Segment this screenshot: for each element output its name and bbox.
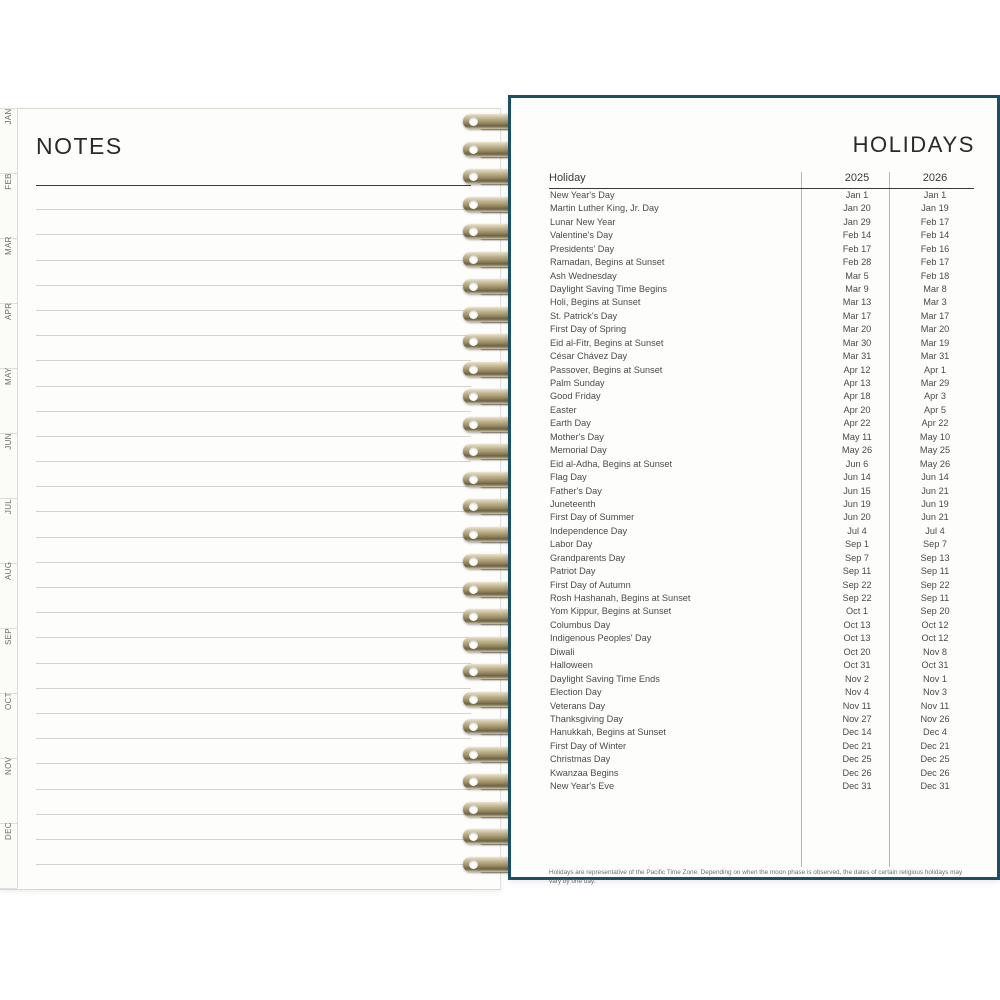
holiday-date-2025: Mar 5 [845, 270, 869, 281]
table-row [549, 458, 974, 471]
holiday-name: New Year's Day [550, 189, 615, 200]
table-row [549, 753, 974, 766]
holiday-name: Palm Sunday [550, 378, 605, 389]
holiday-date-2025: Jun 20 [843, 512, 871, 523]
table-row [549, 740, 974, 753]
coil-hole-left [469, 557, 478, 566]
table-row [549, 444, 974, 457]
holiday-date-2026: Mar 31 [920, 351, 950, 362]
holiday-name: Lunar New Year [550, 216, 616, 227]
notes-line[interactable] [36, 412, 471, 437]
notes-line[interactable] [36, 840, 471, 865]
holiday-date-2025: Feb 28 [842, 257, 872, 268]
holiday-name: First Day of Summer [550, 512, 635, 523]
coil-hole-left [469, 392, 478, 401]
holiday-date-2025: Apr 12 [843, 364, 871, 375]
holiday-name: Ramadan, Begins at Sunset [550, 257, 665, 268]
holiday-date-2026: Dec 4 [922, 727, 947, 738]
table-row [549, 337, 974, 350]
holiday-date-2026: Mar 20 [920, 324, 950, 335]
month-tab-jun[interactable] [0, 433, 17, 499]
holidays-table-body [549, 189, 974, 794]
notes-line[interactable] [36, 387, 471, 412]
holiday-name: César Chávez Day [550, 351, 628, 362]
holiday-date-2025: Jul 4 [847, 525, 867, 536]
notes-line[interactable] [36, 512, 471, 537]
table-row [549, 283, 974, 296]
notes-line[interactable] [36, 638, 471, 663]
holiday-name: Rosh Hashanah, Begins at Sunset [550, 593, 691, 604]
holiday-date-2026: Feb 17 [920, 257, 950, 268]
holidays-table [549, 172, 974, 794]
holiday-name: Valentine's Day [550, 230, 613, 241]
holiday-name: Presidents' Day [550, 243, 615, 254]
table-row [549, 619, 974, 632]
holiday-date-2026: Feb 16 [920, 243, 950, 254]
holiday-date-2025: Mar 13 [842, 297, 872, 308]
holiday-date-2026: Oct 12 [921, 619, 949, 630]
holiday-date-2026: Sep 13 [920, 552, 950, 563]
holiday-date-2025: Mar 20 [842, 324, 872, 335]
notes-line[interactable] [36, 311, 471, 336]
holiday-name: Memorial Day [550, 445, 607, 456]
month-tab-apr[interactable] [0, 303, 17, 369]
notes-line[interactable] [36, 563, 471, 588]
table-row [549, 659, 974, 672]
coil-hole-left [469, 502, 478, 511]
col-header-holiday: Holiday [549, 172, 818, 189]
coil-hole-left [469, 585, 478, 594]
coil-hole-left [469, 420, 478, 429]
month-tab-label: NOV [4, 756, 13, 775]
holiday-name: Eid al-Fitr, Begins at Sunset [550, 337, 664, 348]
holiday-date-2026: Nov 11 [920, 700, 950, 711]
coil-hole-left [469, 255, 478, 264]
holiday-date-2026: Mar 3 [923, 297, 947, 308]
holiday-date-2025: Dec 21 [842, 740, 872, 751]
holiday-date-2026: Sep 11 [920, 566, 950, 577]
holiday-date-2025: Sep 7 [844, 552, 869, 563]
holiday-date-2026: Sep 20 [920, 606, 950, 617]
coil-hole-left [469, 337, 478, 346]
table-row [549, 713, 974, 726]
holiday-date-2025: Mar 17 [842, 310, 872, 321]
month-tab-aug[interactable] [0, 563, 17, 629]
holiday-date-2025: Oct 13 [843, 633, 871, 644]
holiday-name: Independence Day [550, 525, 628, 536]
holiday-date-2025: Sep 1 [844, 539, 869, 550]
notes-line[interactable] [36, 437, 471, 462]
table-row [549, 525, 974, 538]
holiday-date-2026: Feb 18 [920, 270, 950, 281]
holiday-name: Diwali [550, 646, 575, 657]
holiday-date-2025: Mar 31 [842, 351, 872, 362]
holiday-date-2026: Apr 5 [924, 404, 946, 415]
table-row [549, 727, 974, 740]
month-tab-dec[interactable] [0, 823, 17, 889]
holiday-name: Grandparents Day [550, 552, 626, 563]
holiday-date-2026: May 25 [919, 445, 951, 456]
table-row [549, 431, 974, 444]
holiday-name: Columbus Day [550, 619, 611, 630]
notes-line[interactable] [36, 185, 471, 210]
month-tab-label: JUN [4, 432, 13, 450]
coil-hole-left [469, 530, 478, 539]
table-row [549, 552, 974, 565]
holiday-name: Flag Day [550, 472, 587, 483]
notes-page-title: NOTES [36, 133, 123, 159]
holiday-date-2026: Jan 19 [921, 203, 949, 214]
holiday-date-2025: Feb 17 [842, 243, 872, 254]
holiday-name: Daylight Saving Time Ends [550, 673, 660, 684]
holiday-date-2025: May 11 [842, 431, 872, 442]
holiday-date-2025: Mar 9 [845, 283, 869, 294]
holiday-date-2025: Jan 29 [843, 216, 871, 227]
holidays-table-head [549, 172, 974, 189]
holiday-date-2026: Sep 22 [920, 579, 950, 590]
holidays-footnote: Holidays are representative of the Pacific Time Zone. Depending on when the moon phase is observed, the dates of certain religious holidays may vary by one day. [549, 869, 963, 886]
holiday-date-2026: Jun 19 [921, 498, 949, 509]
table-row [549, 417, 974, 430]
notes-line[interactable] [36, 664, 471, 689]
table-row [549, 767, 974, 780]
holiday-date-2026: Mar 19 [920, 337, 950, 348]
coil-hole-left [469, 860, 478, 869]
holiday-date-2025: Jun 15 [843, 485, 871, 496]
holiday-date-2025: Oct 1 [846, 606, 868, 617]
table-row [549, 364, 974, 377]
holidays-header-row [549, 172, 974, 189]
holiday-date-2026: Dec 26 [920, 767, 950, 778]
holiday-date-2026: May 10 [919, 431, 951, 442]
holiday-name: Patriot Day [550, 566, 596, 577]
month-tab-mar[interactable] [0, 235, 17, 304]
holiday-name: Father's Day [550, 485, 602, 496]
holiday-name: Daylight Saving Time Begins [550, 283, 667, 294]
holiday-date-2025: Apr 18 [843, 391, 871, 402]
table-row [549, 270, 974, 283]
table-row [549, 189, 974, 203]
holiday-date-2026: May 26 [919, 458, 951, 469]
holiday-date-2025: May 26 [841, 445, 873, 456]
table-row [549, 471, 974, 484]
coil-hole-left [469, 172, 478, 181]
holiday-date-2026: Feb 14 [920, 230, 950, 241]
coil-hole-left [469, 722, 478, 731]
holiday-date-2026: Mar 29 [920, 378, 950, 389]
holiday-date-2026: Oct 12 [921, 633, 949, 644]
coil-hole-left [469, 805, 478, 814]
month-tab-label: MAR [4, 235, 13, 255]
notes-line[interactable] [36, 739, 471, 764]
holiday-date-2025: Dec 26 [842, 767, 872, 778]
table-row [549, 243, 974, 256]
notes-line[interactable] [36, 764, 471, 789]
holiday-name: Mother's Day [550, 431, 604, 442]
notes-line[interactable] [36, 538, 471, 563]
holiday-date-2026: Nov 1 [922, 673, 947, 684]
month-tab-label: FEB [4, 172, 13, 190]
holiday-date-2025: Jun 19 [843, 498, 871, 509]
holiday-date-2025: Nov 27 [842, 713, 872, 724]
month-tab-label: JUL [4, 498, 13, 514]
notes-line[interactable] [36, 865, 471, 890]
holiday-date-2026: Apr 1 [924, 364, 946, 375]
notes-line[interactable] [36, 361, 471, 386]
month-tab-sep[interactable] [0, 628, 17, 694]
notes-writing-lines[interactable] [36, 185, 471, 890]
table-row [549, 404, 974, 417]
holiday-name: Easter [550, 404, 577, 415]
holiday-name: Passover, Begins at Sunset [550, 364, 663, 375]
col-header-2026: 2026 [896, 172, 974, 189]
holiday-name: Earth Day [550, 418, 591, 429]
table-row [549, 606, 974, 619]
coil-hole-left [469, 282, 478, 291]
notes-line[interactable] [36, 235, 471, 260]
table-row [549, 216, 974, 229]
table-row [549, 229, 974, 242]
holiday-date-2025: Jan 20 [843, 203, 871, 214]
table-row [549, 256, 974, 269]
table-row [549, 485, 974, 498]
holiday-name: Hanukkah, Begins at Sunset [550, 727, 666, 738]
table-row [549, 646, 974, 659]
holiday-date-2026: Dec 21 [920, 740, 950, 751]
holiday-name: Eid al-Adha, Begins at Sunset [550, 458, 673, 469]
holiday-date-2025: Apr 20 [843, 404, 871, 415]
holiday-name: New Year's Eve [550, 781, 615, 792]
holiday-name: Good Friday [550, 391, 601, 402]
table-row [549, 538, 974, 551]
holiday-name: Ash Wednesday [550, 270, 617, 281]
holiday-date-2025: Nov 11 [842, 700, 872, 711]
holiday-name: Kwanzaa Begins [550, 767, 619, 778]
notes-line[interactable] [36, 613, 471, 638]
table-row [549, 579, 974, 592]
holiday-date-2026: Jan 1 [923, 189, 947, 200]
holiday-date-2026: Mar 8 [923, 283, 947, 294]
notes-line[interactable] [36, 815, 471, 840]
month-tab-label: APR [4, 302, 13, 320]
holiday-date-2025: Dec 14 [842, 727, 872, 738]
holiday-date-2025: Nov 2 [844, 673, 869, 684]
notes-line[interactable] [36, 336, 471, 361]
holiday-date-2026: Sep 11 [920, 593, 950, 604]
holiday-name: Veterans Day [550, 700, 606, 711]
coil-hole-left [469, 475, 478, 484]
table-row [549, 700, 974, 713]
holiday-date-2026: Nov 3 [922, 687, 947, 698]
table-row [549, 498, 974, 511]
table-row [549, 391, 974, 404]
table-row [549, 323, 974, 336]
holiday-name: St. Patrick's Day [550, 310, 618, 321]
holiday-name: First Day of Autumn [550, 579, 631, 590]
holiday-date-2026: Jun 21 [921, 485, 949, 496]
holiday-name: First Day of Spring [550, 324, 627, 335]
table-row [549, 673, 974, 686]
table-row [549, 632, 974, 645]
holiday-name: Holi, Begins at Sunset [550, 297, 641, 308]
holiday-name: Juneteenth [550, 498, 596, 509]
holiday-name: Labor Day [550, 539, 593, 550]
month-tab-feb[interactable] [0, 173, 17, 239]
holiday-date-2025: Oct 31 [843, 660, 871, 671]
holiday-name: Thanksgiving Day [550, 713, 624, 724]
table-row [549, 202, 974, 215]
col-header-2025: 2025 [818, 172, 896, 189]
table-row [549, 350, 974, 363]
notes-line[interactable] [36, 714, 471, 739]
holiday-date-2026: Dec 31 [920, 781, 950, 792]
notes-line[interactable] [36, 588, 471, 613]
table-row [549, 310, 974, 323]
coil-hole-left [469, 227, 478, 236]
holiday-date-2026: Feb 17 [920, 216, 950, 227]
table-row [549, 592, 974, 605]
holidays-page [508, 95, 1000, 886]
table-row [549, 377, 974, 390]
month-tab-oct[interactable] [0, 693, 17, 759]
month-tab-label: MAY [4, 366, 13, 385]
coil-hole-left [469, 447, 478, 456]
holiday-date-2025: Mar 30 [842, 337, 872, 348]
coil-hole-left [469, 667, 478, 676]
coil-hole-left [469, 695, 478, 704]
holiday-date-2025: Sep 22 [842, 593, 872, 604]
notes-content-area [18, 109, 500, 889]
holiday-date-2026: Jun 21 [921, 512, 949, 523]
table-row [549, 565, 974, 578]
coil-hole-left [469, 200, 478, 209]
month-tab-label: SEP [4, 627, 13, 645]
holiday-date-2025: Oct 20 [843, 646, 871, 657]
table-row [549, 686, 974, 699]
holiday-date-2025: Apr 22 [843, 418, 871, 429]
holiday-date-2026: Apr 3 [924, 391, 946, 402]
holiday-date-2025: Jun 6 [845, 458, 869, 469]
notes-line[interactable] [36, 462, 471, 487]
month-tab-label: OCT [4, 691, 13, 710]
holiday-date-2026: Nov 8 [922, 646, 947, 657]
holiday-date-2025: Feb 14 [842, 230, 872, 241]
table-row [549, 512, 974, 525]
coil-hole-left [469, 612, 478, 621]
coil-hole-left [469, 640, 478, 649]
holiday-date-2025: Apr 13 [843, 378, 871, 389]
notes-line[interactable] [36, 487, 471, 512]
month-tab-label: JAN [4, 108, 13, 125]
notes-line[interactable] [36, 261, 471, 286]
holidays-page-title: HOLIDAYS [852, 132, 975, 157]
coil-hole-left [469, 365, 478, 374]
month-tab-label: AUG [4, 561, 13, 580]
coil-hole-left [469, 777, 478, 786]
notes-line[interactable] [36, 790, 471, 815]
holiday-date-2026: Sep 7 [922, 539, 947, 550]
holiday-date-2026: Jul 4 [925, 525, 945, 536]
notes-line[interactable] [36, 210, 471, 235]
holiday-name: Indigenous Peoples' Day [550, 633, 652, 644]
month-tab-may[interactable] [0, 368, 17, 434]
notes-line[interactable] [36, 689, 471, 714]
holiday-date-2025: Nov 4 [844, 687, 869, 698]
coil-hole-left [469, 832, 478, 841]
holiday-date-2025: Oct 13 [843, 619, 871, 630]
holiday-date-2026: Jun 14 [921, 472, 949, 483]
month-tab-strip [0, 108, 18, 888]
holiday-name: Yom Kippur, Begins at Sunset [550, 606, 672, 617]
holiday-name: Christmas Day [550, 754, 611, 765]
notes-line[interactable] [36, 286, 471, 311]
coil-hole-left [469, 750, 478, 759]
holiday-date-2025: Jan 1 [845, 189, 869, 200]
month-tab-jan[interactable] [0, 108, 17, 174]
holiday-date-2025: Dec 31 [842, 781, 872, 792]
holiday-name: Election Day [550, 687, 602, 698]
coil-hole-left [469, 310, 478, 319]
holiday-date-2026: Mar 17 [920, 310, 950, 321]
holiday-date-2025: Jun 14 [843, 472, 871, 483]
notes-page [0, 108, 501, 890]
holiday-date-2026: Nov 26 [920, 713, 950, 724]
holiday-date-2026: Oct 31 [921, 660, 949, 671]
month-tab-jul[interactable] [0, 498, 17, 564]
coil-hole-left [469, 145, 478, 154]
holiday-date-2025: Sep 22 [842, 579, 872, 590]
month-tab-label: DEC [4, 821, 13, 840]
holiday-date-2025: Sep 11 [842, 566, 872, 577]
holiday-name: First Day of Winter [550, 740, 627, 751]
month-tab-nov[interactable] [0, 758, 17, 824]
table-row [549, 297, 974, 310]
coil-hole-left [469, 117, 478, 126]
holiday-date-2026: Apr 22 [921, 418, 949, 429]
holiday-name: Martin Luther King, Jr. Day [550, 203, 659, 214]
holiday-date-2026: Dec 25 [920, 754, 950, 765]
table-row [549, 780, 974, 793]
holiday-name: Halloween [550, 660, 593, 671]
holiday-date-2025: Dec 25 [842, 754, 872, 765]
